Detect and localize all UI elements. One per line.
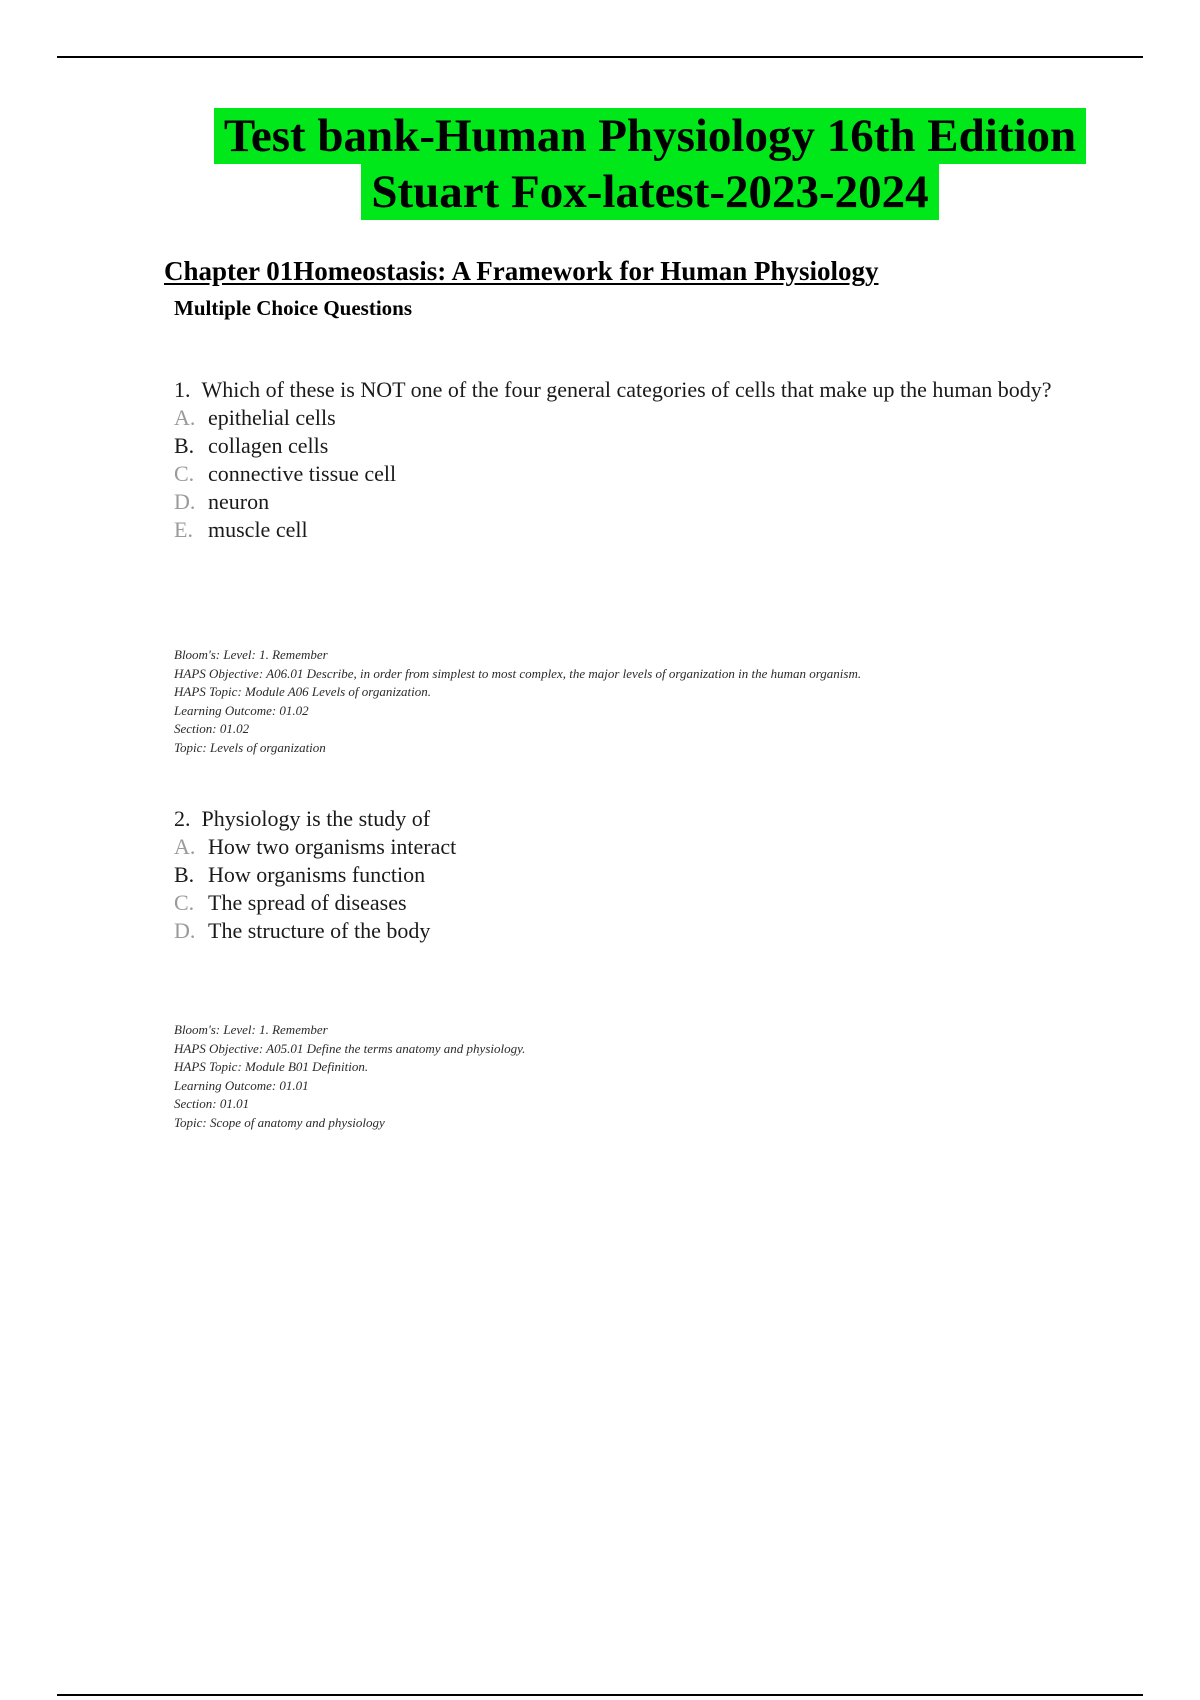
meta-haps-objective: HAPS Objective: A05.01 Define the terms anatomy and physiology.	[174, 1040, 526, 1056]
meta-topic: Topic: Scope of anatomy and physiology	[174, 1114, 385, 1130]
option-letter: B.	[174, 862, 195, 887]
option-b	[174, 861, 1094, 889]
option-letter: C.	[174, 890, 195, 915]
meta-section: Section: 01.01	[174, 1096, 250, 1111]
answer-options	[174, 833, 1094, 945]
meta-haps-topic: HAPS Topic: Module B01 Definition.	[174, 1059, 369, 1074]
meta-blooms: Bloom's: Level: 1. Remember	[174, 647, 328, 662]
option-letter: C.	[174, 461, 195, 486]
option-e	[174, 516, 1094, 544]
option-c	[174, 460, 1094, 488]
question-stem	[174, 805, 1094, 833]
option-d	[174, 488, 1094, 516]
section-heading: Multiple Choice Questions	[174, 296, 413, 320]
meta-learning-outcome: Learning Outcome: 01.01	[174, 1077, 309, 1093]
question-stem	[174, 376, 1094, 404]
option-letter: E.	[174, 517, 193, 542]
option-text: neuron	[208, 489, 270, 514]
question-text: Which of these is NOT one of the four general categories of cells that make up the human body?	[201, 377, 1052, 402]
option-text: How organisms function	[208, 862, 426, 887]
option-text: epithelial cells	[208, 405, 336, 430]
question-number: 1.	[174, 377, 191, 402]
option-text: The spread of diseases	[208, 890, 407, 915]
option-letter: D.	[174, 918, 196, 943]
option-letter: D.	[174, 489, 196, 514]
question-text: Physiology is the study of	[201, 806, 431, 831]
bottom-rule	[57, 1694, 1143, 1696]
question-2	[174, 805, 1094, 945]
option-letter: B.	[174, 433, 195, 458]
meta-topic: Topic: Levels of organization	[174, 739, 326, 755]
meta-haps-topic: HAPS Topic: Module A06 Levels of organization.	[174, 684, 431, 699]
question-number: 2.	[174, 806, 191, 831]
meta-blooms: Bloom's: Level: 1. Remember	[174, 1022, 328, 1037]
option-text: The structure of the body	[208, 918, 431, 943]
document-title	[100, 108, 1200, 220]
option-text: connective tissue cell	[208, 461, 397, 486]
option-text: How two organisms interact	[208, 834, 457, 859]
option-text: collagen cells	[208, 433, 329, 458]
question-1	[174, 376, 1094, 544]
answer-options	[174, 404, 1094, 544]
title-line-1: Test bank-Human Physiology 16th Edition	[214, 108, 1086, 164]
question-2-metadata	[174, 1021, 1074, 1132]
option-letter: A.	[174, 405, 196, 430]
option-letter: A.	[174, 834, 196, 859]
option-b	[174, 432, 1094, 460]
meta-section: Section: 01.02	[174, 721, 250, 736]
option-d	[174, 917, 1094, 945]
option-a	[174, 404, 1094, 432]
title-line-2: Stuart Fox-latest-2023-2024	[361, 164, 938, 220]
option-a	[174, 833, 1094, 861]
chapter-heading: Chapter 01Homeostasis: A Framework for Human Physiology	[164, 256, 879, 286]
top-rule	[57, 56, 1143, 58]
meta-learning-outcome: Learning Outcome: 01.02	[174, 702, 309, 718]
question-1-metadata	[174, 646, 1074, 757]
meta-haps-objective: HAPS Objective: A06.01 Describe, in order from simplest to most complex, the major levels of organization in the human organism.	[174, 665, 862, 681]
option-text: muscle cell	[208, 517, 308, 542]
option-c	[174, 889, 1094, 917]
